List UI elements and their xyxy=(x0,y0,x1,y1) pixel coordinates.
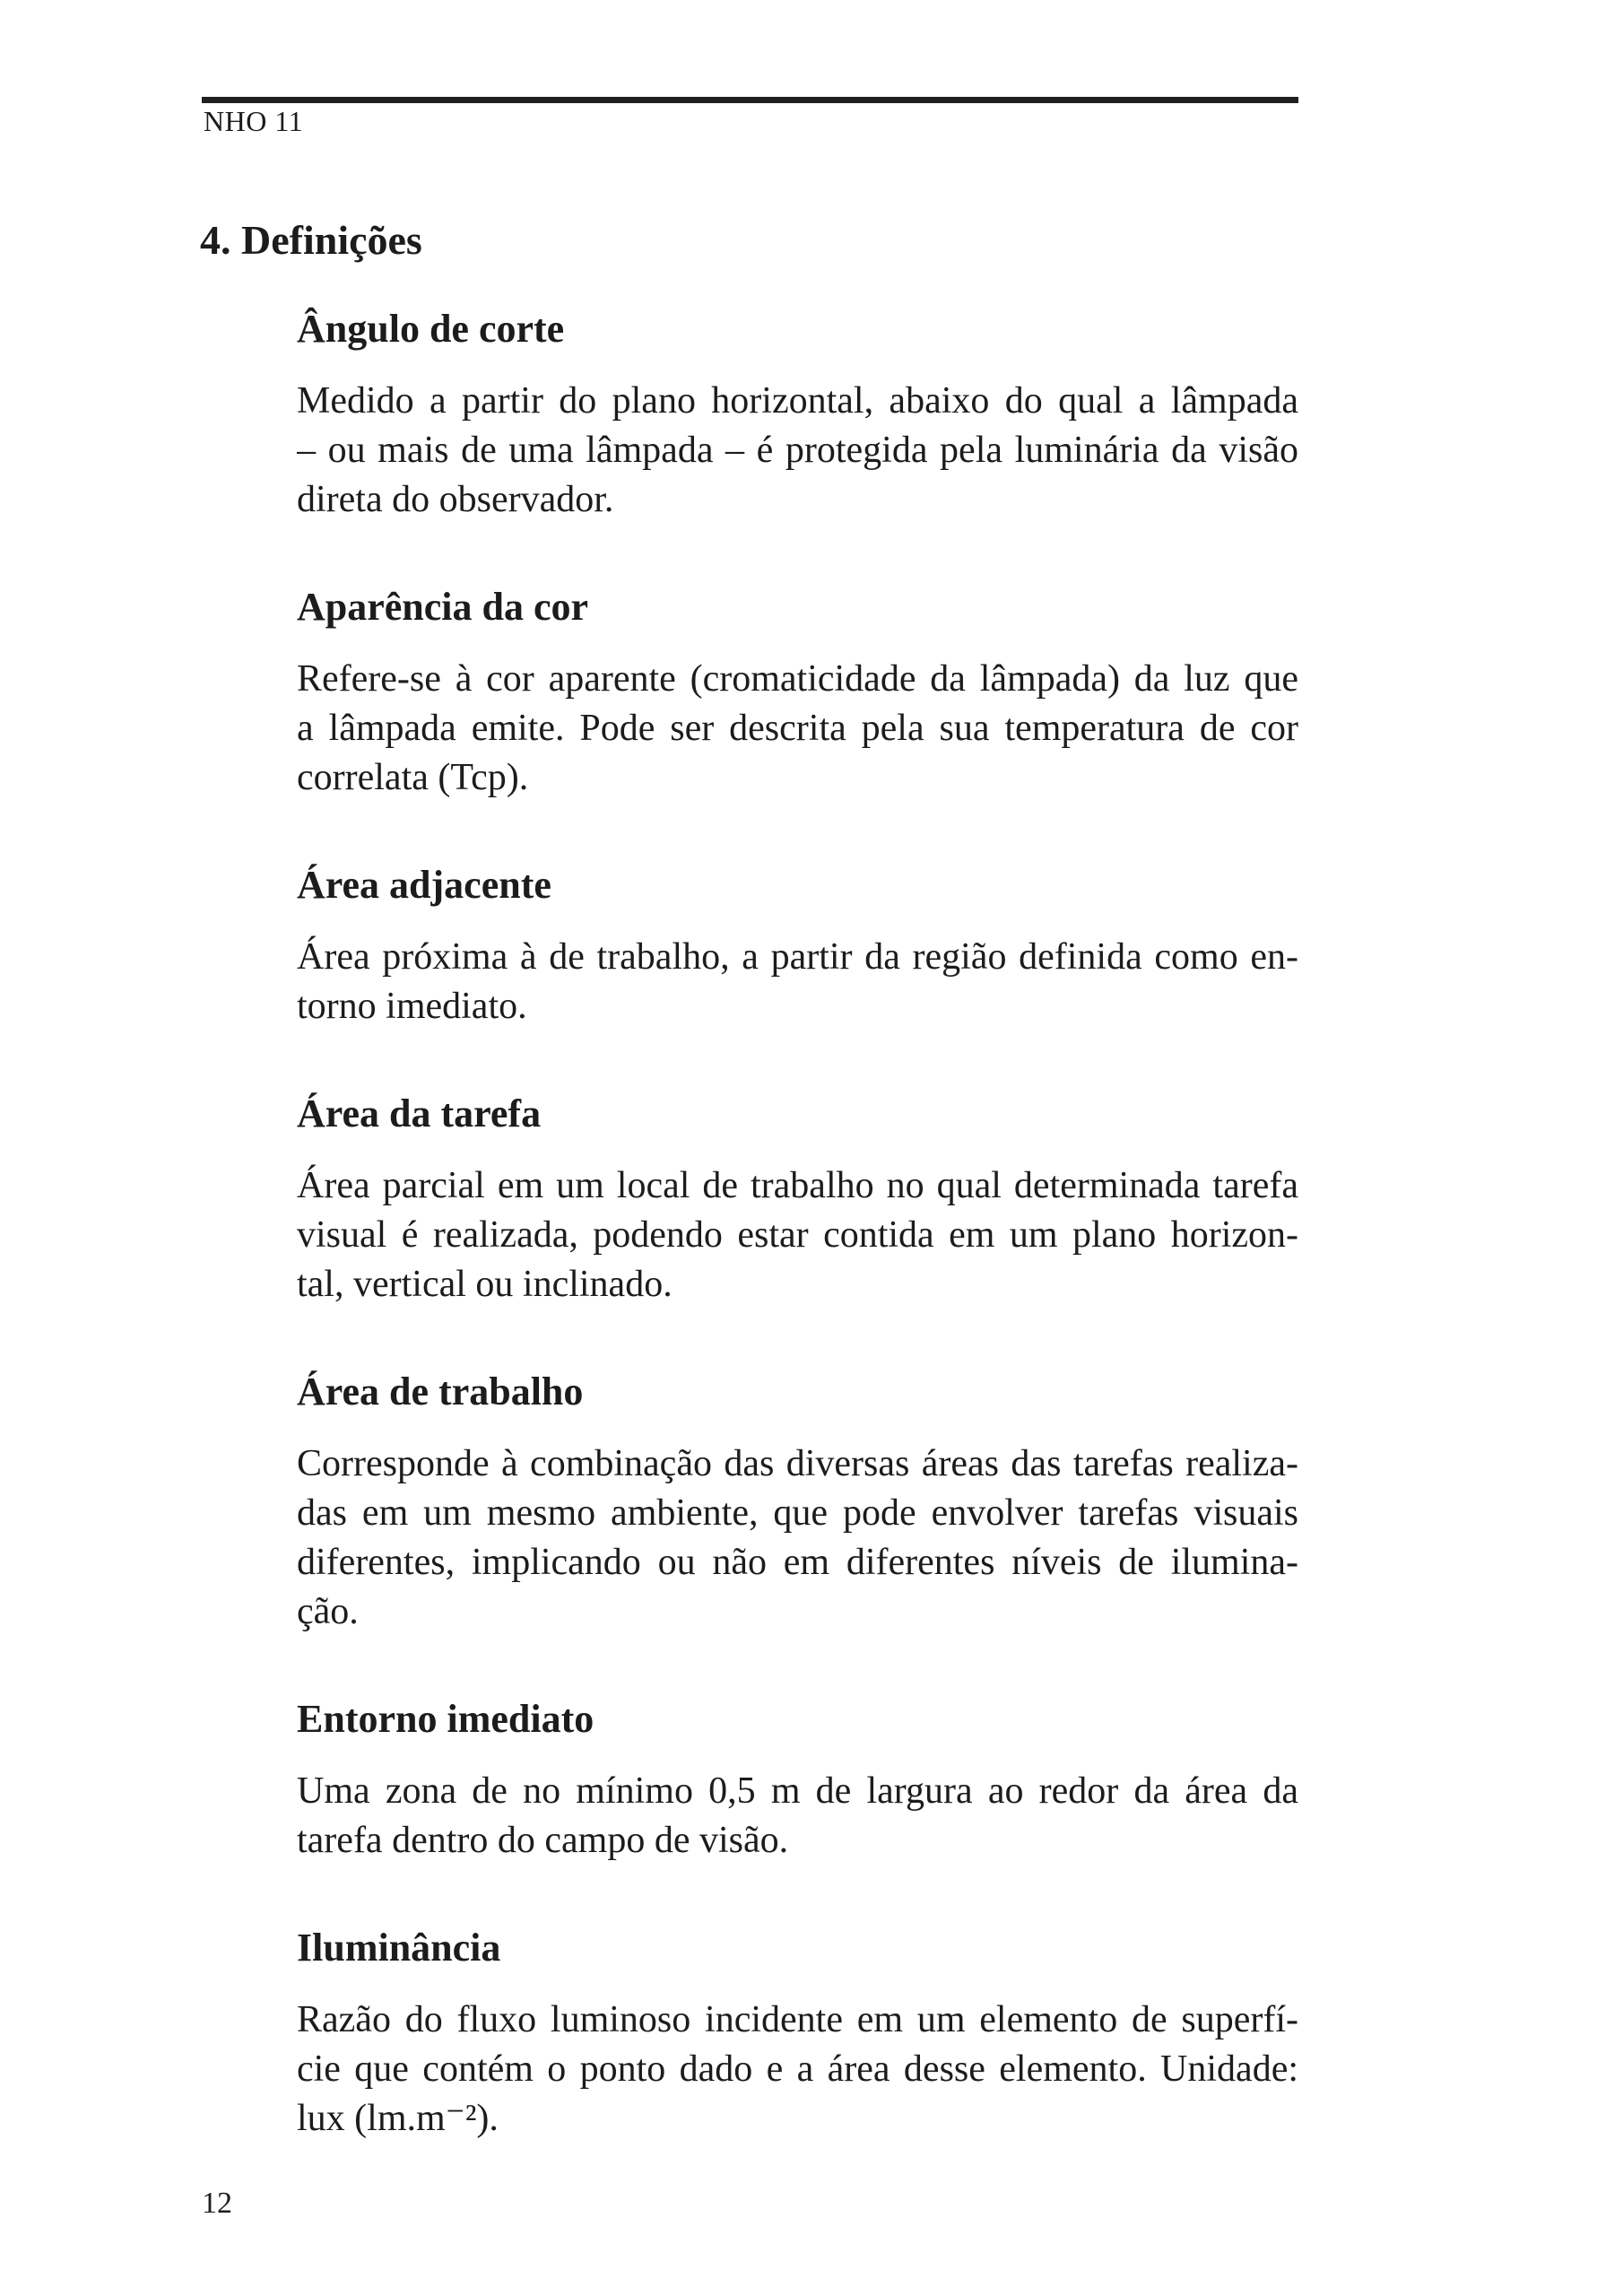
page-title: 4. Definições xyxy=(200,216,422,263)
paragraph-line: – ou mais de uma lâmpada – é protegida pela luminária da visão xyxy=(297,430,1298,471)
page-number: 12 xyxy=(202,2187,232,2220)
paragraph-line: Refere-se à cor aparente (cromaticidade da lâmpada) da luz que xyxy=(297,658,1298,700)
definition-paragraph xyxy=(297,1767,1298,1866)
paragraph-line: cie que contém o ponto dado e a área desse elemento. Unidade: xyxy=(297,2048,1298,2090)
paragraph-line: a lâmpada emite. Pode ser descrita pela sua temperatura de cor xyxy=(297,708,1298,749)
definition-heading: Área de trabalho xyxy=(297,1370,584,1413)
definition-heading: Aparência da cor xyxy=(297,585,589,629)
definition-paragraph xyxy=(297,377,1298,525)
paragraph-line: correlata (Tcp). xyxy=(297,757,529,798)
paragraph-line: torno imediato. xyxy=(297,986,527,1027)
definitions-content xyxy=(297,309,1298,2206)
definition-section-aparencia-da-cor xyxy=(297,587,1298,803)
definition-paragraph xyxy=(297,1439,1298,1637)
definition-heading: Área da tarefa xyxy=(297,1091,542,1135)
paragraph-line: Uma zona de no mínimo 0,5 m de largura ao redor da área da xyxy=(297,1770,1298,1812)
definition-paragraph xyxy=(297,1161,1298,1309)
document-code: NHO 11 xyxy=(204,105,304,137)
definition-heading: Área adjacente xyxy=(297,863,551,907)
definition-section-area-adjacente xyxy=(297,865,1298,1031)
paragraph-line: visual é realizada, podendo estar contida em um plano horizon- xyxy=(297,1214,1298,1256)
definition-section-iluminancia xyxy=(297,1928,1298,2144)
paragraph-line: tarefa dentro do campo de visão. xyxy=(297,1820,789,1861)
paragraph-line: Área parcial em um local de trabalho no qual determinada tarefa xyxy=(297,1165,1298,1206)
definition-paragraph xyxy=(297,1996,1298,2144)
definition-section-entorno-imediato xyxy=(297,1697,1298,1866)
definition-heading: Ângulo de corte xyxy=(297,307,565,351)
definition-heading: Iluminância xyxy=(297,1926,501,1970)
paragraph-line: ção. xyxy=(297,1591,359,1632)
definition-section-angulo-de-corte xyxy=(297,309,1298,525)
paragraph-line: Corresponde à combinação das diversas áreas das tarefas realiza- xyxy=(297,1443,1298,1484)
paragraph-line: Área próxima à de trabalho, a partir da região definida como en- xyxy=(297,936,1298,978)
paragraph-line: Medido a partir do plano horizontal, abaixo do qual a lâmpada xyxy=(297,380,1298,422)
header-rule xyxy=(202,97,1298,103)
definition-section-area-da-tarefa xyxy=(297,1091,1298,1309)
definition-section-area-de-trabalho xyxy=(297,1372,1298,1637)
paragraph-line: das em um mesmo ambiente, que pode envolver tarefas visuais xyxy=(297,1492,1298,1534)
definition-heading: Entorno imediato xyxy=(297,1697,595,1741)
paragraph-line: diferentes, implicando ou não em diferentes níveis de ilumina- xyxy=(297,1542,1298,1583)
definition-paragraph xyxy=(297,655,1298,803)
paragraph-line: tal, vertical ou inclinado. xyxy=(297,1264,673,1305)
definition-paragraph xyxy=(297,933,1298,1031)
paragraph-line: Razão do fluxo luminoso incidente em um elemento de superfí- xyxy=(297,1999,1298,2040)
paragraph-line: direta do observador. xyxy=(297,479,614,520)
paragraph-line: lux (lm.m⁻²). xyxy=(297,2098,499,2139)
